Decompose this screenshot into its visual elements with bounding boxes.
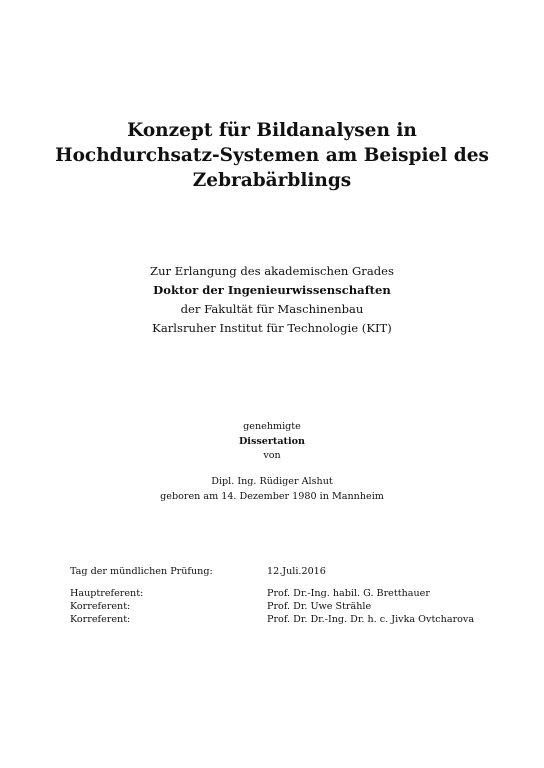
institution-name: Karlsruher Institut für Technologie (KIT): [152, 321, 392, 335]
exam-date-label: Tag der mündlichen Prüfung:: [70, 566, 213, 577]
exam-date-value: 12.Juli.2016: [267, 566, 326, 577]
referee-label: Hauptreferent:: [70, 588, 144, 600]
degree-name: Doktor der Ingenieurwissenschaften: [153, 283, 391, 297]
thesis-title: [40, 118, 504, 193]
degree-purpose: [40, 262, 504, 338]
referee-row: [70, 614, 500, 627]
approved-label: genehmigte: [243, 421, 301, 432]
by-label: von: [263, 450, 281, 461]
title-line-2: Hochdurchsatz-Systemen am Beispiel des: [55, 145, 489, 166]
purpose-line: Zur Erlangung des akademischen Grades: [150, 264, 394, 278]
author-name: Dipl. Ing. Rüdiger Alshut: [211, 476, 333, 487]
author-block: [40, 475, 504, 504]
dissertation-label: Dissertation: [238, 435, 306, 447]
exam-date-row: [70, 566, 500, 579]
referee-name: Prof. Dr. Dr.-Ing. Dr. h. c. Jivka Ovtcharova: [267, 613, 475, 625]
title-line-1: Konzept für Bildanalysen in: [127, 120, 417, 141]
referee-name: Prof. Dr. Uwe Strähle: [267, 601, 372, 613]
spacer: [70, 579, 500, 589]
referee-label: Korreferent:: [70, 613, 131, 625]
dissertation-block: [40, 420, 504, 464]
exam-info: [70, 566, 500, 627]
title-line-3: Zebrabärblings: [192, 170, 352, 191]
author-birth: geboren am 14. Dezember 1980 in Mannheim: [160, 490, 384, 502]
referee-name: Prof. Dr.-Ing. habil. G. Bretthauer: [267, 588, 430, 600]
faculty-name: der Fakultät für Maschinenbau: [180, 302, 364, 316]
referee-row: [70, 601, 500, 614]
referee-row: [70, 588, 500, 601]
referee-label: Korreferent:: [70, 601, 131, 613]
